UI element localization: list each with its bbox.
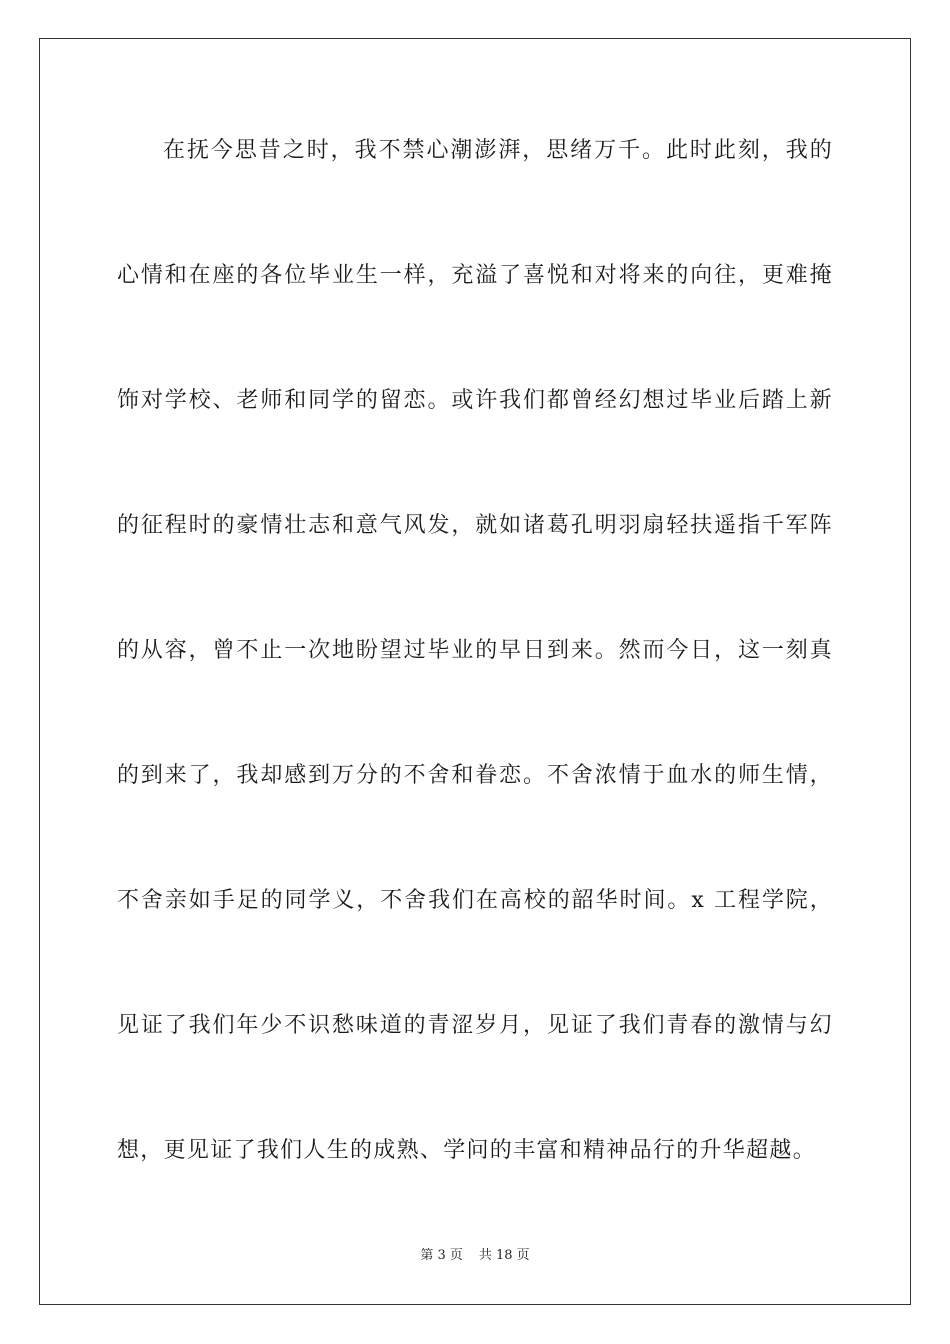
paragraph-line-7: 不舍亲如手足的同学义，不舍我们在高校的韶华时间。x 工程学院，	[117, 888, 833, 913]
paragraph-line-9: 想，更见证了我们人生的成熟、学问的丰富和精神品行的升华超越。	[117, 1138, 817, 1163]
paragraph-line-6: 的到来了，我却感到万分的不舍和眷恋。不舍浓情于血水的师生情，	[117, 763, 833, 788]
page-border	[39, 38, 911, 1305]
page-number: 第 3 页	[420, 1248, 463, 1263]
paragraph-line-5: 的从容，曾不止一次地盼望过毕业的早日到来。然而今日，这一刻真	[117, 638, 833, 663]
paragraph-line-3: 饰对学校、老师和同学的留恋。或许我们都曾经幻想过毕业后踏上新	[117, 388, 833, 413]
paragraph-line-1: 在抚今思昔之时，我不禁心潮澎湃，思绪万千。此时此刻，我的	[163, 138, 833, 163]
page-total: 共 18 页	[478, 1248, 530, 1263]
page-footer	[0, 1247, 950, 1265]
paragraph-line-8: 见证了我们年少不识愁味道的青涩岁月，见证了我们青春的激情与幻	[117, 1013, 833, 1038]
paragraph-line-4: 的征程时的豪情壮志和意气风发，就如诸葛孔明羽扇轻扶遥指千军阵	[117, 513, 833, 538]
paragraph-line-2: 心情和在座的各位毕业生一样，充溢了喜悦和对将来的向往，更难掩	[117, 263, 833, 288]
